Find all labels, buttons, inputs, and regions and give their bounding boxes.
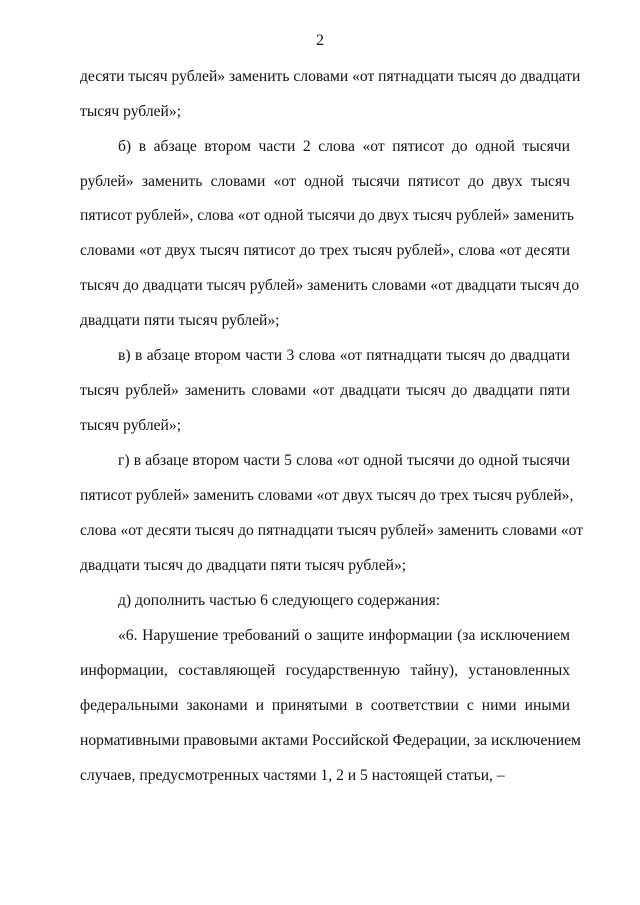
text-line: тысяч рублей» заменить словами «от двадцати тысяч до двадцати пяти [80,382,570,399]
text-line: случаев, предусмотренных частями 1, 2 и 5 настоящей статьи, – [80,767,505,784]
text-line: федеральными законами и принятыми в соответствии с ними иными [80,697,570,714]
text-line: тысяч рублей»; [80,103,182,120]
text-line: в) в абзаце втором части 3 слова «от пятнадцати тысяч до двадцати [118,347,570,364]
text-line: д) дополнить частью 6 следующего содержания: [118,592,441,609]
text-line: двадцати пяти тысяч рублей»; [80,312,280,329]
text-line: словами «от двух тысяч пятисот до трех тысяч рублей», слова «от десяти [80,242,570,259]
text-line: «6. Нарушение требований о защите информации (за исключением [118,627,570,644]
text-line: слова «от десяти тысяч до пятнадцати тысяч рублей» заменить словами «от [80,522,584,539]
text-line: г) в абзаце втором части 5 слова «от одной тысячи до одной тысячи [118,452,570,469]
text-line: тысяч до двадцати тысяч рублей» заменить словами «от двадцати тысяч до [80,277,580,294]
text-line: пятисот рублей» заменить словами «от двух тысяч до трех тысяч рублей», [80,487,574,504]
text-line: нормативными правовыми актами Российской Федерации, за исключением [80,732,581,749]
page-number: 2 [316,32,324,49]
text-line: пятисот рублей», слова «от одной тысячи до двух тысяч рублей» заменить [80,207,574,224]
text-line: б) в абзаце втором части 2 слова «от пятисот до одной тысячи [118,138,570,155]
text-line: рублей» заменить словами «от одной тысячи пятисот до двух тысяч [80,173,570,190]
text-line: тысяч рублей»; [80,417,182,434]
text-line: десяти тысяч рублей» заменить словами «от пятнадцати тысяч до двадцати [80,68,581,85]
text-line: двадцати тысяч до двадцати пяти тысяч рублей»; [80,557,407,574]
text-line: информации, составляющей государственную тайну), установленных [80,662,570,679]
